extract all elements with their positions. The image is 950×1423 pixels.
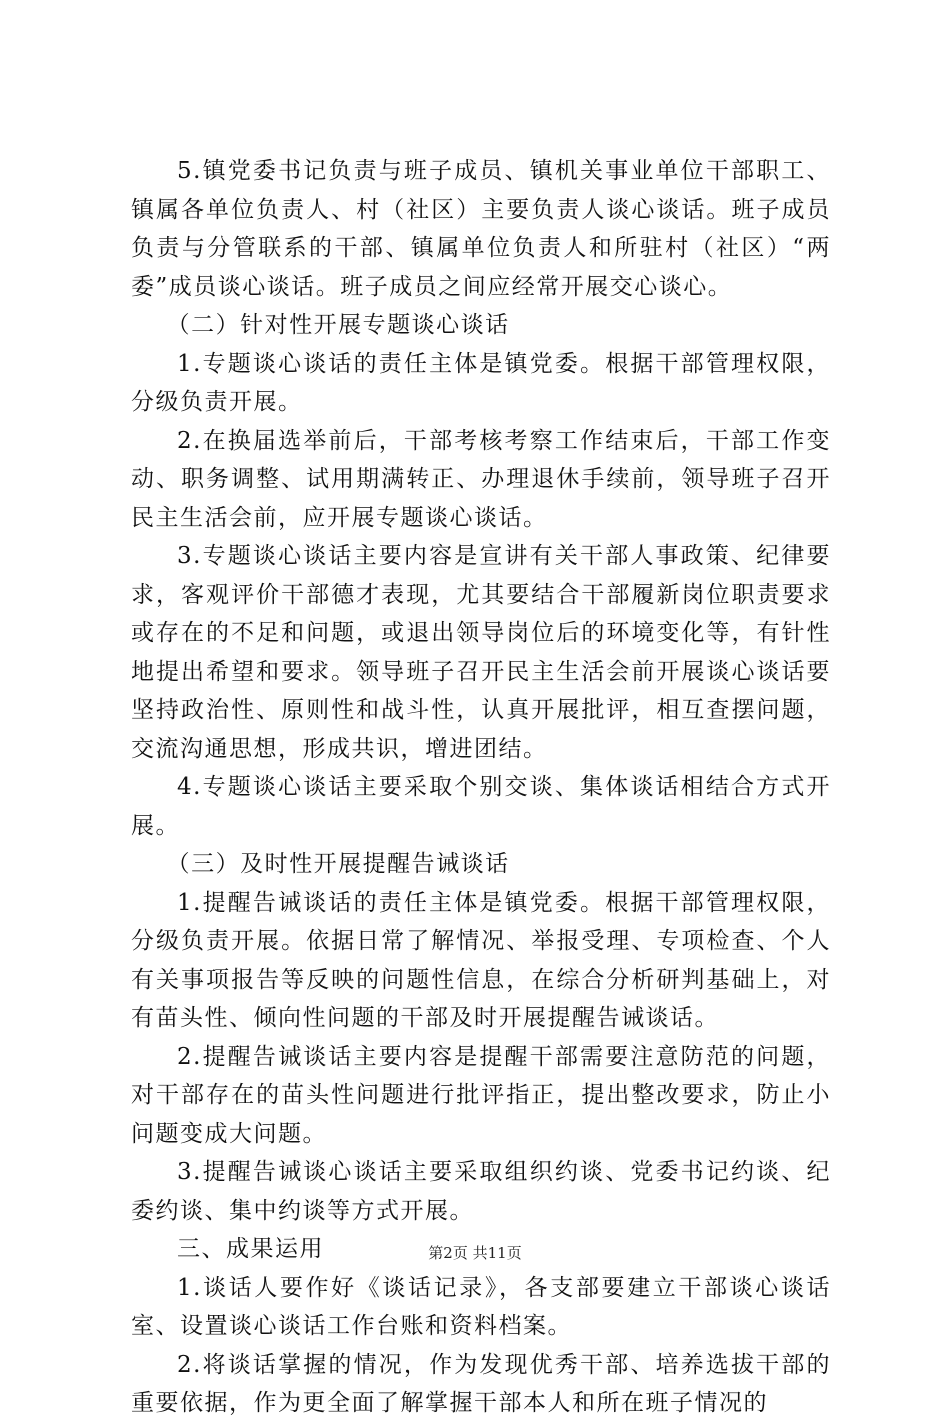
paragraph-thematic-responsibility: 1.专题谈心谈话的责任主体是镇党委。根据干部管理权限，分级负责开展。 (131, 350, 831, 415)
section-heading-thematic-talks: （二）针对性开展专题谈心谈话 (166, 312, 510, 338)
paragraph-reminder-responsibility: 1.提醒告诫谈话的责任主体是镇党委。根据干部管理权限，分级负责开展。依据日常了解情况、举报受理、专项检查、个人有关事项报告等反映的问题性信息，在综合分析研判基础上，对有苗头性、倾向性问题的干部及时开展提醒告诫谈话。 (131, 889, 831, 1031)
paragraph-results-usage: 2.将谈话掌握的情况，作为发现优秀干部、培养选拔干部的重要依据，作为更全面了解掌握干部本人和所在班子情况的 (131, 1351, 831, 1416)
paragraph-secretary-duties: 5.镇党委书记负责与班子成员、镇机关事业单位干部职工、镇属各单位负责人、村（社区）主要负责人谈心谈话。班子成员负责与分管联系的干部、镇属单位负责人和所驻村（社区）“两委”成员谈心谈话。班子成员之间应经常开展交心谈心。 (131, 158, 831, 300)
paragraph-thematic-timing: 2.在换届选举前后，干部考核考察工作结束后，干部工作变动、职务调整、试用期满转正、办理退休手续前，领导班子召开民主生活会前，应开展专题谈心谈话。 (131, 427, 831, 531)
paragraph-thematic-content: 3.专题谈心谈话主要内容是宣讲有关干部人事政策、纪律要求，客观评价干部德才表现，尤其要结合干部履新岗位职责要求或存在的不足和问题，或退出领导岗位后的环境变化等，有针性地提出希望和要求。领导班子召开民主生活会前开展谈心谈话要坚持政治性、原则性和战斗性，认真开展批评，相互查摆问题，交流沟通思想，形成共识，增进团结。 (131, 543, 831, 762)
paragraph-reminder-content: 2.提醒告诫谈话主要内容是提醒干部需要注意防范的问题，对干部存在的苗头性问题进行批评指正，提出整改要求，防止小问题变成大问题。 (131, 1043, 831, 1147)
paragraph-results-records: 1.谈话人要作好《谈话记录》，各支部要建立干部谈心谈话室、设置谈心谈话工作台账和资料档案。 (131, 1274, 831, 1339)
page-number-footer: 第2页 共11页 (428, 1244, 522, 1262)
paragraph-reminder-method: 3.提醒告诫谈心谈话主要采取组织约谈、党委书记约谈、纪委约谈、集中约谈等方式开展。 (131, 1159, 831, 1224)
section-heading-results: 三、成果运用 (177, 1236, 324, 1262)
section-heading-reminder-talks: （三）及时性开展提醒告诫谈话 (166, 851, 510, 877)
document-body (131, 152, 831, 1423)
paragraph-thematic-method: 4.专题谈心谈话主要采取个别交谈、集体谈话相结合方式开展。 (131, 774, 831, 839)
